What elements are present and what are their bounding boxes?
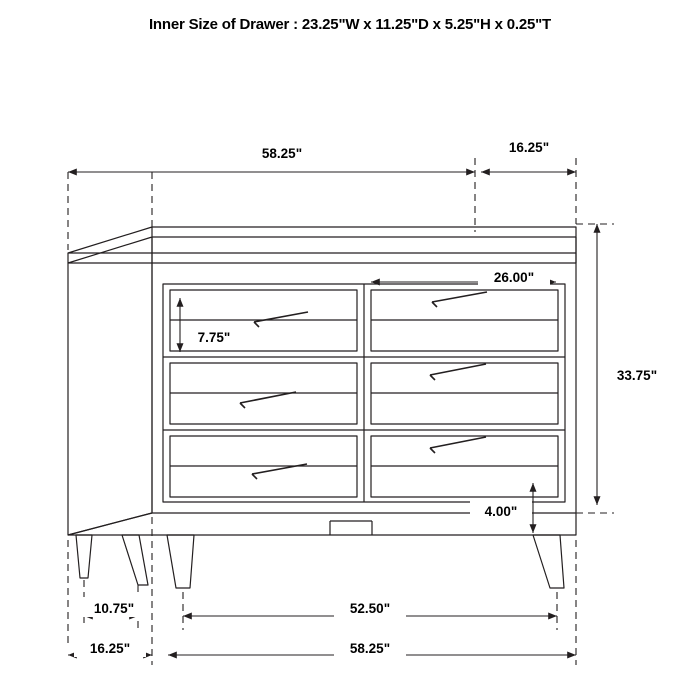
dim-base-width-label: 52.50" (349, 601, 391, 616)
drawer-pull-2 (432, 292, 487, 302)
leg-front-left (167, 535, 194, 588)
dresser-left-side (68, 237, 152, 535)
dimension-lines (68, 158, 614, 665)
dim-bottom-depth-label: 16.25" (89, 641, 131, 656)
dim-total-height-label: 33.75" (616, 368, 658, 383)
dim-drawer-height-label: 7.75" (197, 330, 231, 345)
leg-front-right (533, 535, 564, 588)
drawer-pull-3 (240, 392, 296, 403)
center-support (330, 521, 372, 535)
page-title: Inner Size of Drawer : 23.25"W x 11.25"D x 5.25"H x 0.25"T (148, 16, 552, 33)
leg-front-left-inner (122, 535, 148, 585)
dim-drawer-width-label: 26.00" (493, 270, 535, 285)
drawer-pull-5-post (252, 474, 257, 479)
drawer-pull-4-post (430, 375, 435, 380)
drawer-pull-4 (430, 364, 486, 375)
leg-back-left (76, 535, 92, 578)
dimension-labels (74, 136, 672, 657)
drawer-pull-2-post (432, 302, 437, 307)
dim-foot-depth-label: 10.75" (93, 601, 135, 616)
dresser-bottom-left-edge (68, 513, 152, 535)
drawer-pull-1-post (254, 322, 259, 327)
dim-bottom-width-label: 58.25" (349, 641, 391, 656)
dresser-top-front-edge (68, 253, 576, 263)
dim-top-width-label: 58.25" (261, 146, 303, 161)
drawer-pull-3-post (240, 403, 245, 408)
dim-leg-height-label: 4.00" (484, 504, 518, 519)
drawer-pull-6-post (430, 448, 435, 453)
dresser-top-left-edge (68, 227, 152, 263)
drawer-pull-6 (430, 437, 486, 448)
dim-top-depth-label: 16.25" (508, 140, 550, 155)
